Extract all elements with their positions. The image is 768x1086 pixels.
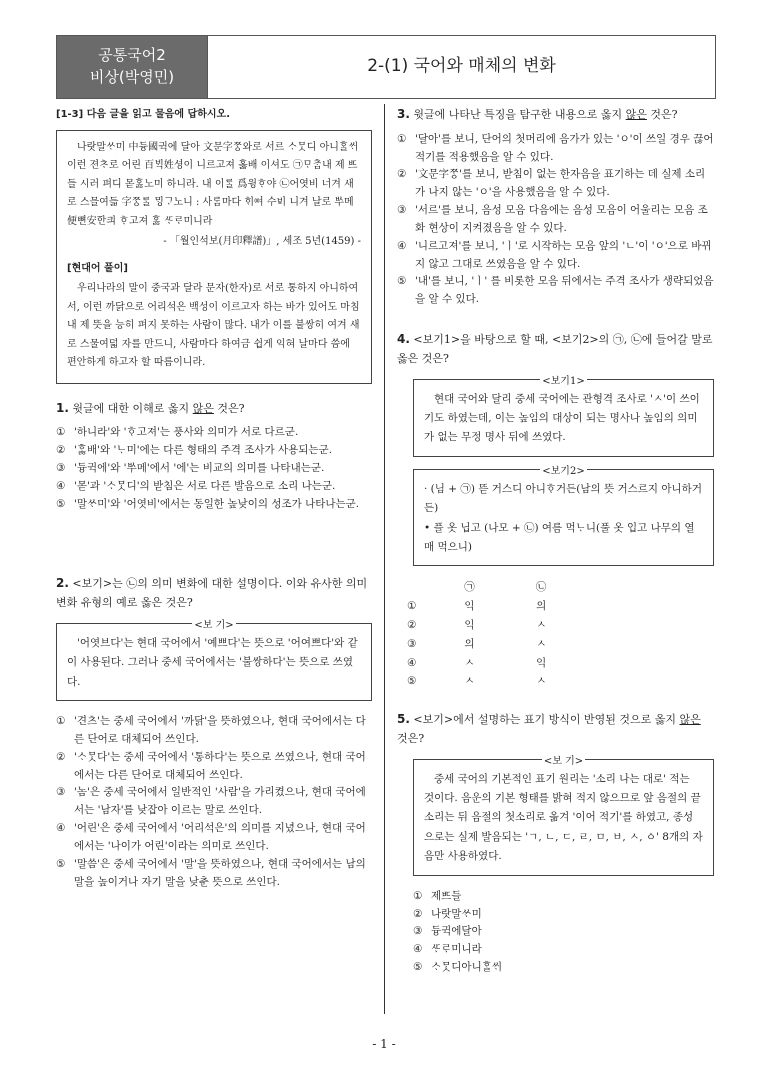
question-5 — [397, 709, 714, 977]
question-2-stem — [56, 573, 372, 612]
unit-title: 2-(1) 국어와 매체의 변화 — [367, 56, 556, 77]
column-divider — [384, 104, 385, 1014]
option-text: 나랏말ᄊᆞ미 — [431, 907, 482, 920]
cell: 의 — [536, 600, 547, 613]
option[interactable] — [56, 784, 372, 820]
option[interactable] — [56, 460, 372, 478]
question-2 — [56, 573, 372, 891]
question-5-stem — [397, 709, 714, 748]
answer-choice-table — [407, 578, 577, 691]
option-mark: ② — [407, 619, 417, 632]
option[interactable] — [56, 820, 372, 856]
option-mark: ④ — [56, 822, 66, 835]
option[interactable] — [56, 749, 372, 785]
question-4 — [397, 329, 714, 691]
bogi-title: <보기1> — [542, 375, 585, 387]
option-mark: ① — [56, 715, 66, 728]
option[interactable] — [56, 478, 372, 496]
question-4-stem — [397, 329, 714, 368]
option-mark: ⑤ — [397, 275, 407, 288]
question-2-number: 2. — [56, 576, 69, 591]
right-column — [397, 104, 714, 977]
option[interactable] — [397, 131, 714, 167]
option[interactable] — [397, 238, 714, 274]
question-5-text-end: 것은? — [397, 731, 425, 745]
page-number: - 1 - — [372, 1037, 396, 1051]
bogi-text: '어엿브다'는 현대 국어에서 '예쁘다'는 뜻으로 '어여쁘다'와 같이 사용된다. 그러나 중세 국어에서는 '불쌍하다'는 뜻으로 쓰였다. — [67, 636, 358, 688]
page-header — [56, 35, 716, 99]
option[interactable] — [56, 856, 372, 892]
cell: 익 — [464, 600, 475, 613]
table-row[interactable] — [407, 654, 577, 673]
option-mark: ④ — [413, 943, 423, 956]
option-mark: ⑤ — [56, 497, 66, 510]
option[interactable] — [413, 923, 714, 941]
option-mark: ② — [56, 750, 66, 763]
option-text: '견츠'는 중세 국어에서 '까닭'을 뜻하였으나, 현대 국어에서는 다른 단어로 대체되어 쓰인다. — [74, 715, 366, 745]
option-mark: ③ — [397, 204, 407, 217]
option-text: '니르고져'를 보니, 'ㅣ'로 시작하는 모음 앞의 'ㄴ'이 'ㅇ'으로 바뀌지 않고 그대로 쓰였음을 알 수 있다. — [415, 239, 712, 270]
table-row[interactable] — [407, 597, 577, 616]
question-5-text: <보기>에서 설명하는 표기 방식이 반영된 것으로 옳지 — [413, 713, 680, 727]
option-text: ᄉᆞᄆᆞᆺ디아니ᄒᆞᆯᄊᆡ — [431, 961, 503, 974]
option-mark: ③ — [407, 637, 417, 650]
option-mark: ③ — [56, 461, 66, 474]
option-text: '하니라'와 'ᄒᆞ고져'는 풍사와 의미가 서로 다르군. — [74, 426, 299, 439]
option[interactable] — [413, 941, 714, 959]
question-3-text: 윗글에 나타난 특징을 탐구한 내용으로 옳지 — [413, 108, 626, 121]
cell: 익 — [464, 619, 475, 632]
option-mark: ② — [397, 168, 407, 181]
option-text: '말ᄊᆞ미'와 '어엿비'에서는 동일한 높낮이의 성조가 나타나는군. — [74, 497, 360, 510]
table-row[interactable] — [407, 616, 577, 635]
question-4-bogi2 — [413, 465, 714, 567]
question-2-options — [56, 713, 372, 891]
option-mark: ① — [56, 426, 66, 439]
passage-source: - 「월인석보(月印釋譜)」, 세조 5년(1459) - — [163, 236, 361, 247]
option-text: '내'를 보니, 'ㅣ' 를 비롯한 모음 뒤에서는 주격 조사가 생략되었음을 알 수 있다. — [415, 275, 714, 306]
question-1-number: 1. — [56, 400, 69, 415]
bogi-item: • 플 옷 닙고 (나모 + ㉡) 여름 먹ᄂᆞ니(풀 옷 입고 나무의 열매 먹으니) — [424, 521, 695, 554]
cell: 의 — [464, 637, 475, 650]
table-header-row — [407, 578, 577, 597]
question-1 — [56, 398, 372, 514]
passage-box — [56, 130, 372, 384]
option-text: '몯'과 'ᄉᆞᄆᆞᆺ디'의 받침은 서로 다른 발음으로 소리 나는군. — [74, 479, 336, 492]
option[interactable] — [397, 166, 714, 202]
bogi-title: <보기2> — [542, 465, 585, 477]
question-5-bogi — [413, 755, 714, 876]
option-text: '서르'를 보니, 음성 모음 다음에는 음성 모음이 어울리는 모음 조화 현상이 지켜졌음을 알 수 있다. — [415, 204, 708, 234]
option-mark: ⑤ — [413, 961, 423, 974]
option-text: ᄯᆞᄅᆞ미니라 — [431, 943, 482, 956]
question-1-text-end: 것은? — [213, 401, 245, 415]
option-text: 'ᄒᆞᇙ배'와 'ᄂᆞ미'에는 다른 형태의 주격 조사가 사용되는군. — [74, 444, 333, 457]
question-4-number: 4. — [397, 332, 410, 347]
bogi-item: · (님 + ㉠) 뜯 거스디 아니ᄒᆞ거든(남의 뜻 거스르지 아니하거든) — [424, 482, 702, 515]
option-text: 제ᄠᅳ들 — [431, 889, 462, 902]
option-text: 'ᄉᆞᄆᆞᆺ다'는 중세 국어에서 '통하다'는 뜻으로 쓰였으나, 현대 국어에서는 다른 단어로 대체되어 쓰인다. — [74, 750, 366, 781]
option-mark: ① — [397, 132, 407, 145]
option[interactable] — [397, 202, 714, 238]
option[interactable] — [56, 713, 372, 749]
cell: ㅅ — [536, 619, 547, 632]
question-1-underline: 않은 — [192, 401, 214, 415]
instruction: [1-3] 다음 글을 읽고 물음에 답하시오. — [56, 109, 230, 120]
modern-heading: [현대어 풀이] — [67, 262, 128, 274]
question-3-underline: 않은 — [625, 108, 647, 121]
option-mark: ④ — [407, 656, 417, 669]
option-text: '어린'은 중세 국어에서 '어리석은'의 의미를 지녔으나, 현대 국어에서는 '나이가 어린'이라는 의미로 쓰인다. — [74, 822, 366, 852]
option[interactable] — [56, 424, 372, 442]
middle-korean-text: 나랏말ᄊᆞ미 中듕國귁에 달아 文문字ᄍᆞᆼ와로 서르 ᄉᆞᄆᆞᆺ디 아니ᄒᆞᆯᄊᆡ 이런 젼ᄎᆞ로 어린 百ᄇᆡᆨ姓셩이 니르고져 홇배 이셔도 ㉠ᄆᆞᄎᆞᆷ내 제 ᄠᅳ들 시러 펴디 몯ᄒᆞᇙ노미 하니라. 내 이ᄅᆞᆯ 爲윙ᄒᆞ야 ㉡어엿비 너겨 새로 스믈여듧 字ᄍᆞᆼᄅᆞᆯ ᄆᆡᆼᄀᆞ노니 : 사ᄅᆞᆷ마다 ᄒᆡᅇᅧ 수ᄫᅵ 니겨 날로 ᄡᅮ메 便뼌安ᅙᅡᆫ킈 ᄒᆞ고져 ᄒᆞᇙ ᄯᆞᄅᆞ미니라 — [67, 141, 359, 227]
bogi-title: <보 기> — [543, 755, 584, 767]
left-column — [56, 104, 372, 891]
question-1-stem — [56, 398, 372, 419]
option-mark: ⑤ — [56, 857, 66, 870]
textbook-name: 비상(박영민) — [89, 68, 175, 86]
modern-text: 우리나라의 말이 중국과 달라 문자(한자)로 서로 통하지 아니하여서, 이런 까닭으로 어리석은 백성이 이르고자 하는 바가 있어도 마침내 제 뜻을 능히 펴지 못하는 사람이 많다. 내가 이를 불쌍히 여겨 새로 스물여덟 자를 만드니, 사람마다 하여금 쉽게 익혀 날마다 씀에 편안하게 하고자 할 따름이니라. — [67, 283, 360, 368]
bogi-title: <보 기> — [194, 619, 234, 631]
option-text: '듕귁에'와 'ᄡᅮ메'에서 '에'는 비교의 의미를 나타내는군. — [74, 461, 325, 474]
question-1-text: 윗글에 대한 이해로 옳지 — [72, 401, 193, 415]
question-2-text: <보기>는 ㉡의 의미 변화에 대한 설명이다. 이와 유사한 의미 변화 유형의 예로 옳은 것은? — [56, 577, 368, 610]
option-mark: ② — [56, 444, 66, 457]
option-text: '文문字ᄍᆞᆼ'를 보니, 받침이 없는 한자음을 표기하는 데 실제 소리가 나지 않는 'ㅇ'을 사용했음을 알 수 있다. — [415, 168, 706, 199]
option[interactable] — [413, 959, 714, 977]
bogi-text: 중세 국어의 기본적인 표기 원리는 '소리 나는 대로' 적는 것이다. 음운의 기본 형태를 밝혀 적지 않으므로 앞 음절의 끝소리는 뒤 음절의 첫소리로 옮겨 '이어 적기'를 하였고, 종성으로는 실제 발음되는 'ㄱ, ㄴ, ㄷ, ㄹ, ㅁ, ㅂ, ㅅ, ㆁ' 8개의 자음만 사용하였다. — [424, 772, 703, 863]
option-mark: ④ — [397, 239, 407, 252]
cell: ㅅ — [536, 675, 547, 688]
option-mark: ③ — [413, 925, 423, 938]
option-text: '달아'를 보니, 단어의 첫머리에 음가가 있는 'ㅇ'이 쓰일 경우 끊어적기를 적용했음을 알 수 있다. — [415, 132, 714, 163]
table-row[interactable] — [407, 672, 577, 691]
question-3-options — [397, 131, 714, 309]
option-text: 듕귁에달아 — [431, 925, 482, 938]
option-mark: ④ — [56, 479, 66, 492]
subject-box — [57, 36, 208, 98]
question-3-number: 3. — [397, 107, 410, 121]
option[interactable] — [56, 496, 372, 514]
option-mark: ⑤ — [407, 675, 417, 688]
question-3 — [397, 104, 714, 309]
question-3-text-end: 것은? — [646, 108, 678, 121]
option-mark: ① — [413, 889, 423, 902]
question-4-bogi1 — [413, 375, 714, 457]
table-row[interactable] — [407, 635, 577, 654]
option[interactable] — [56, 442, 372, 460]
option[interactable] — [397, 273, 714, 309]
bogi-text: 현대 국어와 달리 중세 국어에는 관형격 조사로 'ㅅ'이 쓰이기도 하였는데, 이는 높임의 대상이 되는 명사나 높임의 의미가 없는 무정 명사 뒤에 쓰였다. — [424, 392, 700, 444]
option-text: '말씀'은 중세 국어에서 '말'을 뜻하였으나, 현대 국어에서는 남의 말을 높이거나 자기 말을 낮춘 뜻으로 쓰인다. — [74, 857, 366, 888]
question-5-options — [413, 888, 714, 977]
cell: ㅅ — [536, 637, 547, 650]
question-2-bogi — [56, 619, 372, 701]
cell: 익 — [536, 656, 547, 669]
option-mark: ② — [413, 907, 423, 920]
question-3-stem — [397, 104, 714, 125]
question-1-options — [56, 424, 372, 513]
option-mark: ③ — [56, 786, 66, 799]
cell: ㅅ — [464, 675, 475, 688]
option-text: '놈'은 중세 국어에서 일반적인 '사람'을 가리켰으나, 현대 국어에서는 '남자'를 낮잡아 이르는 말로 쓰인다. — [74, 786, 366, 817]
subject-name: 공통국어2 — [98, 46, 166, 65]
column-header: ㉡ — [535, 581, 547, 594]
cell: ㅅ — [464, 656, 475, 669]
option-mark: ① — [407, 600, 417, 613]
question-5-underline: 않은 — [679, 713, 701, 727]
question-5-number: 5. — [397, 712, 410, 727]
question-4-text: <보기1>을 바탕으로 할 때, <보기2>의 ㉠, ㉡에 들어갈 말로 옳은 것은? — [397, 333, 713, 365]
option[interactable] — [413, 888, 714, 906]
option[interactable] — [413, 906, 714, 924]
column-header: ㉠ — [464, 581, 475, 594]
